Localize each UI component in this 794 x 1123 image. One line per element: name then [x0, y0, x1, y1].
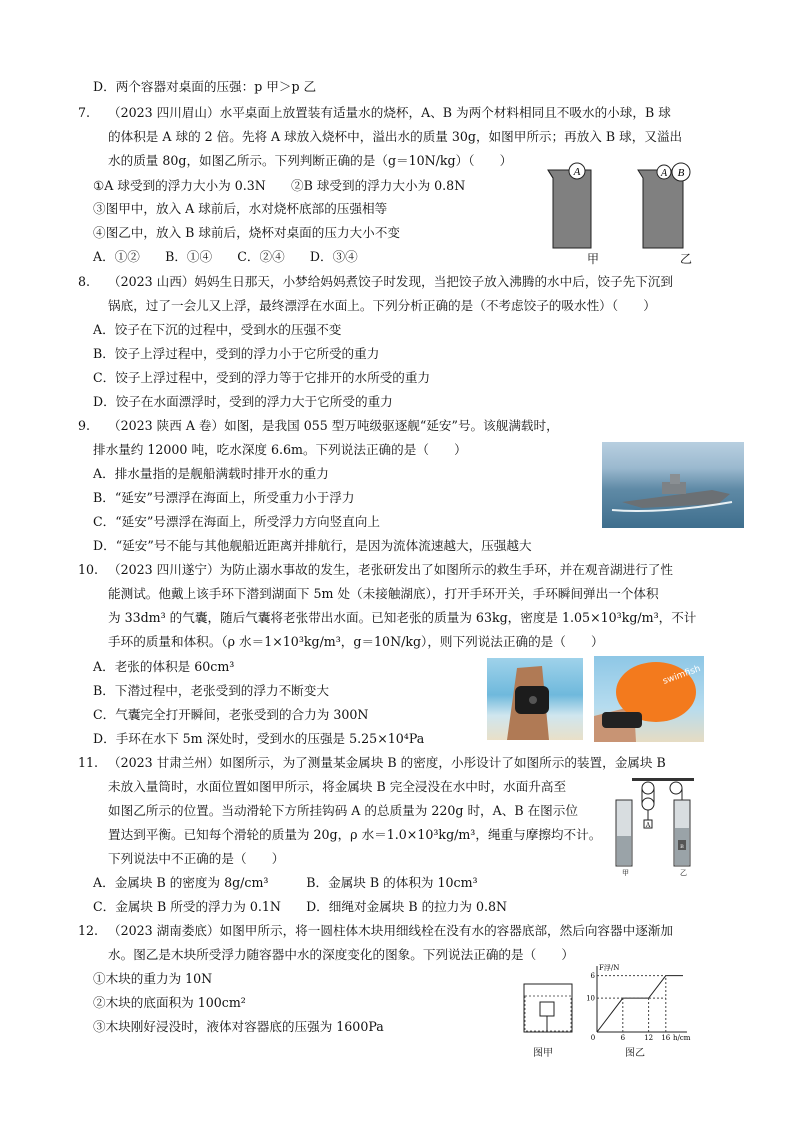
question-number-n8: 8. — [78, 274, 91, 289]
question-number-n10: 10. — [78, 562, 99, 577]
fig7-caption-left: 甲 — [587, 252, 600, 266]
fig12-caption-right: 图乙 — [625, 1048, 645, 1059]
text-line-q9D: D．“延安”号不能与其他舰船近距离并排航行，是因为流体流速越大，压强越大 — [93, 538, 532, 553]
text-line-q12o1: ①木块的重力为 10N — [93, 971, 213, 986]
float-brand-label: swimfish — [661, 663, 703, 687]
text-line-q10A: A．老张的体积是 60cm³ — [93, 659, 235, 674]
text-line-q8D: D．饺子在水面漂浮时，受到的浮力大于它所受的重力 — [93, 394, 393, 409]
chart-x-axis-label: h/cm — [673, 1034, 691, 1042]
text-line-q7ch: A．①② B．①④ C．②④ D．③④ — [93, 249, 358, 264]
text-line-q10b: 能测试。他戴上该手环下潜到湖面下 5m 处（未接触湖底），打开手环开关，手环瞬间弹出一个体积 — [108, 586, 659, 601]
question-number-n9: 9. — [78, 418, 91, 433]
text-line-q11b: 未放入量筒时，水面位置如图甲所示，将金属块 B 完全浸没在水中时，水面升高至 — [108, 779, 567, 794]
block-b-label: B — [680, 844, 684, 850]
text-line-q9C: C．“延安”号漂浮在海面上，所受浮力方向竖直向上 — [93, 514, 380, 529]
fig11-caption-left: 甲 — [622, 869, 629, 877]
text-line-q7a: （2023 四川眉山）水平桌面上放置装有适量水的烧杯，A、B 为两个材料相同且不吸水的小球，B 球 — [108, 105, 671, 120]
text-line-q11e: 下列说法中不正确的是（ ） — [108, 851, 285, 866]
question-number-n7: 7. — [78, 105, 91, 120]
text-line-q11a: （2023 甘肃兰州）如图所示，为了测量某金属块 B 的密度，小彤设计了如图所示的装置，金属块 B — [108, 755, 666, 770]
x-tick-label: 6 — [620, 1034, 626, 1042]
text-line-q8A: A．饺子在下沉的过程中，受到水的压强不变 — [93, 322, 342, 337]
text-line-q9b: 排水量约 12000 吨，吃水深度 6.6m。下列说法正确的是（ ） — [93, 442, 467, 457]
ball-a-label-2: A — [660, 168, 668, 179]
text-line-q7b: 的体积是 A 球的 2 倍。先将 A 球放入烧杯中，溢出水的质量 30g，如图甲所示；再放入 B 球，又溢出 — [108, 129, 683, 144]
text-line-q7o3: ③图甲中，放入 A 球前后，水对烧杯底部的压强相等 — [93, 201, 388, 216]
text-line-q10c: 为 33dm³ 的气囊，随后气囊将老张带出水面。已知老张的质量为 63kg，密度是 1.05×10³kg/m³，不计 — [108, 610, 697, 625]
text-line-q7c: 水的质量 80g，如图乙所示。下列判断正确的是（g＝10N/kg）（ ） — [108, 153, 513, 168]
text-line-q8b: 锅底，过了一会儿又上浮，最终漂浮在水面上。下列分析正确的是（不考虑饺子的吸水性）（ ） — [108, 298, 656, 313]
text-line-q11d: 置达到平衡。已知每个滑轮的质量为 20g，ρ 水＝1.0×10³kg/m³，绳重与摩擦均不计。 — [108, 827, 602, 842]
text-line-q11C: C．金属块 B 所受的浮力为 0.1N D．细绳对金属块 B 的拉力为 0.8N — [93, 899, 508, 914]
text-line-q12o3: ③木块刚好浸没时，液体对容器底的压强为 1600Pa — [93, 1019, 384, 1034]
ball-a-label: A — [573, 166, 581, 178]
text-line-q10C: C．气囊完全打开瞬间，老张受到的合力为 300N — [93, 707, 369, 722]
text-line-q11A: A．金属块 B 的密度为 8g/cm³ B．金属块 B 的体积为 10cm³ — [93, 875, 478, 890]
chart-y-axis-label: F浮/N — [599, 964, 620, 972]
buoyancy-depth-chart — [583, 962, 693, 1042]
text-line-q8B: B．饺子上浮过程中，受到的浮力小于它所受的重力 — [93, 346, 380, 361]
y-tick-label: 6 — [590, 972, 595, 981]
fig7-caption-right: 乙 — [680, 252, 693, 266]
text-line-q7o4: ④图乙中，放入 B 球前后，烧杯对桌面的压力大小不变 — [93, 225, 400, 240]
x-tick-label: 0 — [590, 1034, 596, 1042]
wristband-photo — [487, 658, 583, 740]
text-line-q12a: （2023 湖南娄底）如图甲所示，将一圆柱体木块用细线栓在没有水的容器底部，然后向容器中逐渐加 — [108, 923, 673, 938]
text-line-q12b: 水。图乙是木块所受浮力随容器中水的深度变化的图象。下列说法正确的是（ ） — [108, 947, 574, 962]
text-line-q8a: （2023 山西）妈妈生日那天，小梦给妈妈煮饺子时发现，当把饺子放入沸腾的水中后，饺子先下沉到 — [108, 274, 673, 289]
airbag-photo — [594, 656, 704, 742]
text-line-q10a: （2023 四川遂宁）为防止溺水事故的发生，老张研发出了如图所示的救生手环，并在观音湖进行了性 — [108, 562, 673, 577]
question-number-n12: 12. — [78, 923, 99, 938]
text-line-q10d: 手环的质量和体积。（ρ 水＝1×10³kg/m³，g＝10N/kg），则下列说法正确的是（ ） — [108, 634, 604, 649]
weight-a-label: A — [645, 822, 651, 829]
text-line-q9A: A．排水量指的是舰船满载时排开水的重力 — [93, 466, 329, 481]
x-tick-label: 16 — [661, 1034, 671, 1042]
y-tick-label: 10 — [586, 994, 595, 1003]
fig12-caption-left: 图甲 — [533, 1048, 553, 1059]
text-line-q10B: B．下潜过程中，老张受到的浮力不断变大 — [93, 683, 329, 698]
text-line-q8C: C．饺子上浮过程中，受到的浮力等于它排开的水所受的重力 — [93, 370, 431, 385]
figure-11-pulley-cylinders — [612, 776, 712, 876]
text-line-q10D: D．手环在水下 5m 深处时，受到水的压强是 5.25×10⁴Pa — [93, 731, 425, 746]
figure-12-container — [520, 978, 580, 1034]
ball-b-label: B — [677, 167, 685, 179]
text-line-q9a: （2023 陕西 A 卷）如图，是我国 055 型万吨级驱逐舰“延安”号。该舰满载时， — [108, 418, 559, 433]
fig11-caption-right: 乙 — [680, 869, 687, 877]
destroyer-photo — [602, 442, 744, 528]
text-line-q11c: 如图乙所示的位置。当动滑轮下方所挂钩码 A 的总质量为 220g 时，A、B 在图示位 — [108, 803, 578, 818]
text-line-q7o1: ①A 球受到的浮力大小为 0.3N ②B 球受到的浮力大小为 0.8N — [93, 178, 466, 193]
series-line-buoyancy — [597, 976, 683, 1032]
text-line-q12o2: ②木块的底面积为 100cm² — [93, 995, 246, 1010]
text-line-q9B: B．“延安”号漂浮在海面上，所受重力小于浮力 — [93, 490, 355, 505]
figure-7-beakers — [543, 160, 723, 264]
question-number-n11: 11. — [78, 755, 99, 770]
text-line-d6: D．两个容器对桌面的压强：p 甲＞p 乙 — [93, 79, 317, 94]
x-tick-label: 12 — [644, 1034, 654, 1042]
